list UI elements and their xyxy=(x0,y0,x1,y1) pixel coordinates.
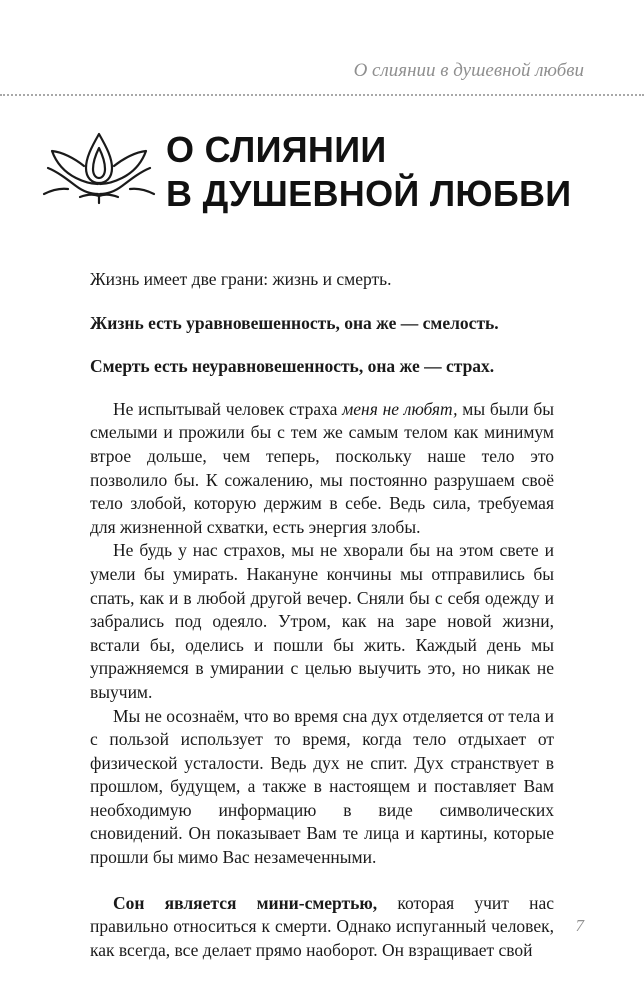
italic-phrase: меня не любят, xyxy=(342,398,458,419)
paragraph xyxy=(90,892,554,963)
thesis-courage: Жизнь есть уравновешенность, она же — смелость. xyxy=(90,312,499,333)
paragraph: Мы не осознаём, что во время сна дух отделяется от тела и с пользой использует то время, когда тело отдыхает от физической усталости. Ведь дух не спит. Дух странствует в прошлом, будущем, а также в настоящем и поставляет Вам необходимую информацию в виде символических сновидений. Он показывает Вам те лица и картины, которые прошли бы мимо Вас незамеченными. xyxy=(90,705,554,868)
dotted-divider xyxy=(0,94,644,96)
paragraph-text: мы были бы смелыми и прожили бы с тем же самым телом как минимум втрое дольше, чем теперь, поскольку наше тело это позволило бы. К сожалению, мы постоянно разрушаем своё тело злобой, которую держим в себе. Ведь сила, требуемая для жизненной схватки, есть энергия злобы. xyxy=(90,398,554,537)
lotus-icon xyxy=(40,128,158,206)
paragraph-text: Не испытывай человек страха xyxy=(113,398,343,419)
chapter-title-line1: О СЛИЯНИИ xyxy=(166,129,387,170)
thesis-fear: Смерть есть неуравновешенность, она же — страх. xyxy=(90,356,495,377)
chapter-title xyxy=(166,128,571,216)
chapter-body xyxy=(90,268,554,962)
paragraph xyxy=(90,398,554,540)
chapter-title-line2: В ДУШЕВНОЙ ЛЮБВИ xyxy=(166,173,572,214)
bold-phrase: Сон является мини-смертью, xyxy=(113,892,378,913)
intro-line: Жизнь имеет две грани: жизнь и смерть. xyxy=(90,269,392,289)
paragraph-text: которая учит нас правильно относиться к смерти. Однако испуганный человек, как всегда, все делает прямо наоборот. Он взращивает свой xyxy=(90,892,554,960)
running-head: О слиянии в душевной любви xyxy=(353,60,584,81)
paragraph: Не будь у нас страхов, мы не хворали бы на этом свете и умели бы умирать. Накануне кончины мы отправились бы спать, как и в любой другой вечер. Сняли бы с себя одежду и забрались под одеяло. Утром, как на заре новой жизни, встали бы, оделись и пошли бы жить. Каждый день мы упражняемся в умирании с целью выучить это, но никак не выучим. xyxy=(90,540,554,702)
page-number: 7 xyxy=(575,916,584,935)
